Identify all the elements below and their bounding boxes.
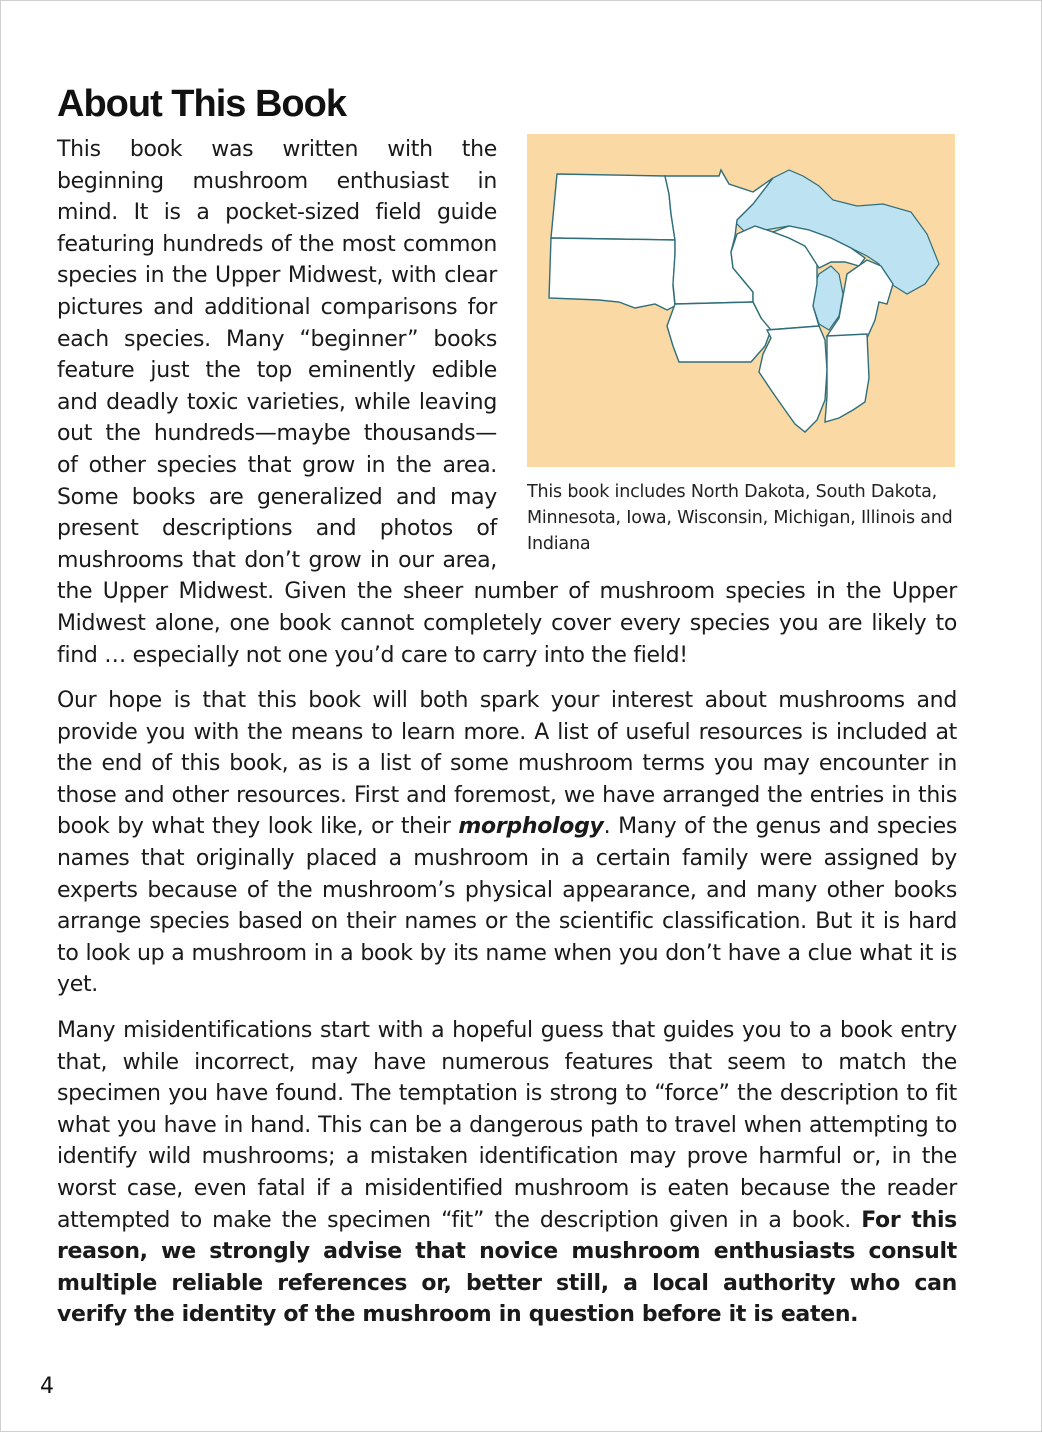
map-figure xyxy=(527,134,957,557)
paragraph-warning xyxy=(57,1015,957,1331)
state-north-dakota xyxy=(551,174,675,240)
map-caption: This book includes North Dakota, South Dakota, Minnesota, Iowa, Wisconsin, Michigan, Illinois and Indiana xyxy=(527,482,953,554)
paragraph-morphology-text-b: . Many of the genus and species names that originally placed a mushroom in a certain family were assigned by experts because of the mushroom’s physical appearance, and many other books arrange species based on their names or the scientific classification. But it is hard to look up a mushroom in a book by its name when you don’t have a clue what it is yet. xyxy=(57,814,957,998)
paragraph-intro: This book was written with the beginning mushroom enthusiast in mind. It is a pocket-sized field guide featuring hundreds of the most common species in the Upper Midwest, with clear pictures and additional comparisons for each species. Many “beginner” books feature just the top eminently edible and deadly toxic varieties, while leaving out the hundreds—maybe thousands—of other species that grow in the area. Some books are generalized and may present descriptions and photos of mushrooms that don’t grow in our area, the Upper Midwest. Given the sheer number of mushroom species in the Upper Midwest alone, one book cannot completely cover every species you are likely to find … especially not one you’d care to carry into the field! xyxy=(57,137,957,668)
term-morphology: morphology xyxy=(458,814,604,840)
upper-midwest-map xyxy=(527,134,955,467)
page-content xyxy=(57,83,957,1345)
map-image xyxy=(527,134,955,467)
safety-advisory: For this reason, we strongly advise that novice mushroom enthusiasts consult multiple reliable references or, better still, a local authority who can verify the identity of the mushroom in question before it is eaten. xyxy=(57,1207,957,1328)
state-south-dakota xyxy=(549,238,675,310)
page-number: 4 xyxy=(40,1374,54,1399)
state-illinois xyxy=(759,326,827,432)
paragraph-morphology xyxy=(57,685,957,1001)
paragraph-morphology-text-a: Our hope is that this book will both spark your interest about mushrooms and provide you with the means to learn more. A list of useful resources is included at the end of this book, as is a list of some mushroom terms you may encounter in those and other resources. First and foremost, we have arranged the entries in this book by what they look like, or their xyxy=(57,688,957,840)
paragraph-warning-text: Many misidentifications start with a hopeful guess that guides you to a book entry that, while incorrect, may have numerous features that seem to match the specimen you have found. The temptation is strong to “force” the description to fit what you have in hand. This can be a dangerous path to travel when attempting to identify wild mushrooms; a mistaken identification may prove harmful or, in the worst case, even fatal if a misidentified mushroom is eaten because the reader attempted to make the specimen “fit” the description given in a book. xyxy=(57,1018,957,1233)
page-title: About This Book xyxy=(57,83,346,125)
state-indiana xyxy=(825,334,869,422)
state-iowa xyxy=(667,302,771,362)
